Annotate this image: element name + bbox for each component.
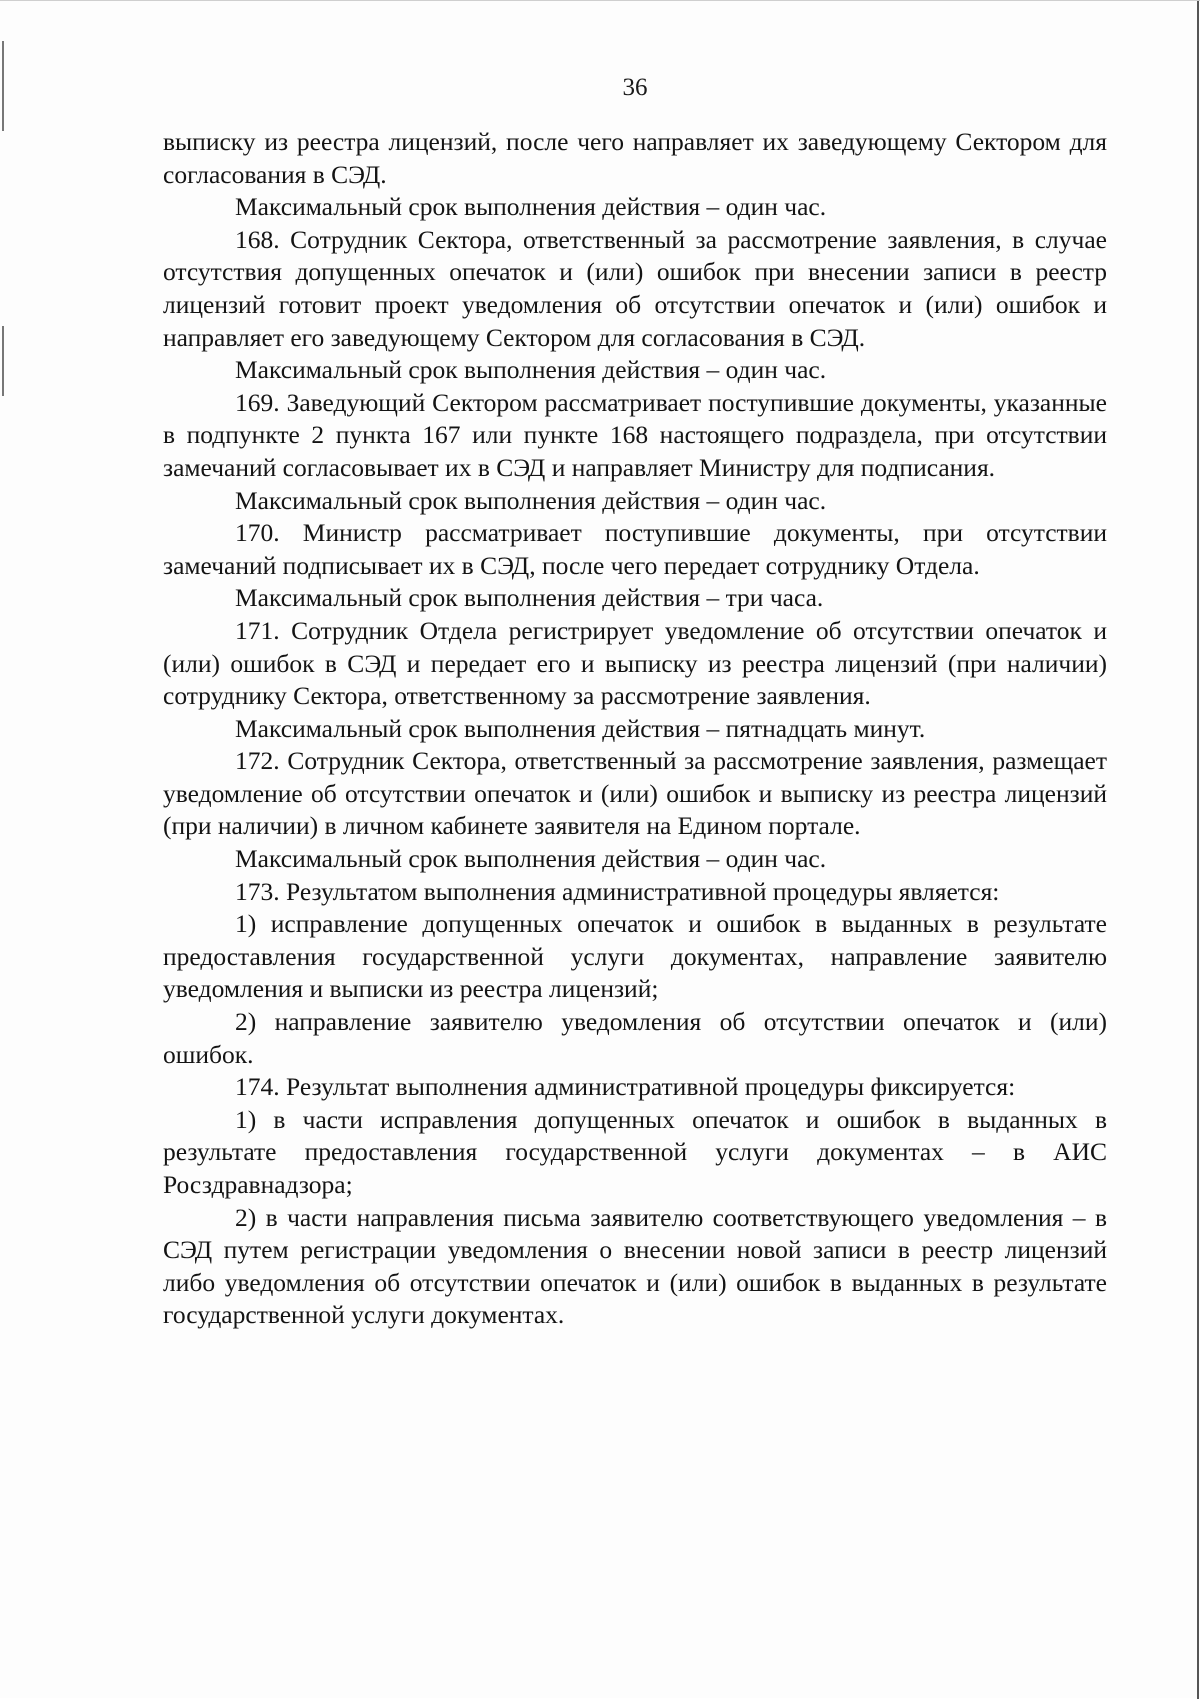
paragraph: 169. Заведующий Сектором рассматривает поступившие документы, указанные в подпункте 2 пункта 167 или пункте 168 настоящего подраздела, при отсутствии замечаний согласовывает их в СЭД и направляет Министру для подписания. — [163, 387, 1107, 482]
page-number: 36 — [622, 74, 648, 101]
paragraph: 2) направление заявителю уведомления об отсутствии опечаток и (или) ошибок. — [163, 1007, 1107, 1069]
paragraph: Максимальный срок выполнения действия – один час. — [235, 355, 827, 385]
paragraph: 174. Результат выполнения административной процедуры фиксируется: — [235, 1072, 1016, 1102]
paragraph: Максимальный срок выполнения действия – три часа. — [235, 583, 824, 613]
paragraph: 168. Сотрудник Сектора, ответственный за рассмотрение заявления, в случае отсутствия допущенных опечаток и (или) ошибок при внесении записи в реестр лицензий готовит проект уведомления об отсутствии опечаток и (или) ошибок и направляет его заведующему Сектором для согласования в СЭД. — [163, 224, 1107, 352]
paragraph: 171. Сотрудник Отдела регистрирует уведомление об отсутствии опечаток и (или) ошибок в СЭД и передает его и выписку из реестра лицензий (при наличии) сотруднику Сектора, ответственному за рассмотрение заявления. — [163, 615, 1107, 711]
paragraph: 170. Министр рассматривает поступившие документы, при отсутствии замечаний подписывает их в СЭД, после чего передает сотруднику Отдела. — [163, 518, 1107, 580]
paragraph: 173. Результатом выполнения административной процедуры является: — [235, 876, 1000, 906]
paragraph: Максимальный срок выполнения действия – один час. — [235, 192, 827, 222]
paragraph: 1) исправление допущенных опечаток и ошибок в выданных в результате предоставления государственной услуги документах, направление заявителю уведомления и выписки из реестра лицензий; — [163, 909, 1107, 1004]
document-body — [163, 126, 1107, 1332]
scan-edge-mark — [2, 326, 4, 396]
paragraph: выписку из реестра лицензий, после чего направляет их заведующему Сектором для согласования в СЭД. — [163, 127, 1107, 189]
paragraph: 1) в части исправления допущенных опечаток и ошибок в выданных в результате предоставления государственной услуги документах – в АИС Росздравнадзора; — [163, 1104, 1107, 1199]
paragraph: 2) в части направления письма заявителю соответствующего уведомления – в СЭД путем регистрации уведомления о внесении новой записи в реестр лицензий либо уведомления об отсутствии опечаток и (или) ошибок в выданных в результате государственной услуги документах. — [163, 1202, 1107, 1330]
paragraph: Максимальный срок выполнения действия – пятнадцать минут. — [235, 713, 926, 743]
paragraph: 172. Сотрудник Сектора, ответственный за рассмотрение заявления, размещает уведомление об отсутствии опечаток и (или) ошибок и выписку из реестра лицензий (при наличии) в личном кабинете заявителя на Едином портале. — [163, 746, 1107, 841]
scan-edge-right — [1197, 1, 1199, 1699]
paragraph: Максимальный срок выполнения действия – один час. — [235, 485, 827, 515]
paragraph: Максимальный срок выполнения действия – один час. — [235, 844, 827, 874]
